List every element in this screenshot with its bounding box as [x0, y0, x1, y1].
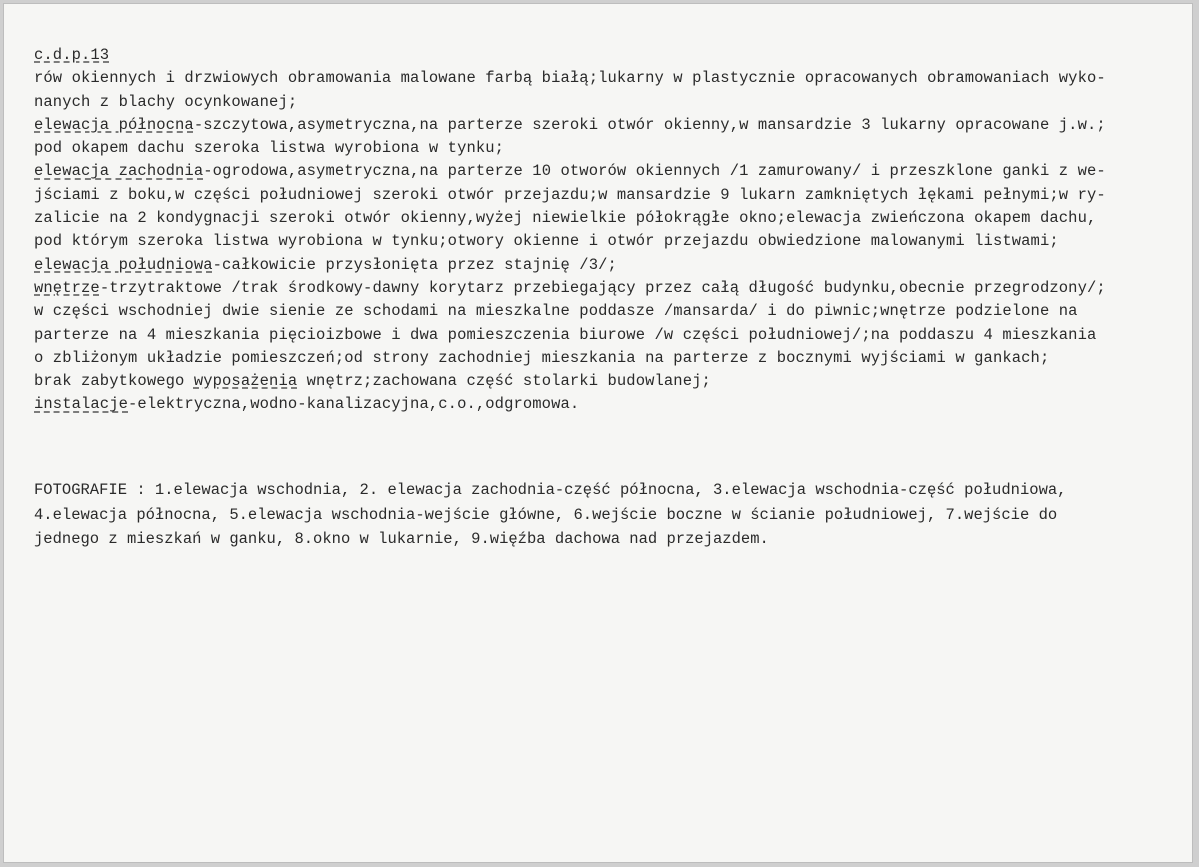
intro-line: nanych z blachy ocynkowanej;: [34, 92, 298, 111]
description-text: [34, 44, 1164, 417]
installations-text: -elektryczna,wodno-kanalizacyjna,c.o.,odgromowa.: [128, 395, 580, 414]
west-elevation-text: -ogrodowa,asymetryczna,na parterze 10 otworów okiennych /1 zamurowany/ i przeszklone ganki z we-: [203, 162, 1106, 181]
interior-text: -trzytraktowe /trak środkowy-dawny korytarz przebiegający przez całą długość budynku,obecnie przegrodzony/;: [99, 278, 1106, 297]
document-sheet: [3, 3, 1193, 863]
west-elevation-line: jściami z boku,w części południowej szeroki otwór przejazdu;w mansardzie 9 lukarn zamkniętych łękami pełnymi;w ry-: [34, 185, 1106, 204]
photos-line: jednego z mieszkań w ganku, 8.okno w lukarnie, 9.więźba dachowa nad przejazdem.: [34, 530, 769, 548]
equipment-text-before: brak zabytkowego: [34, 372, 194, 391]
south-elevation-line: [34, 254, 1164, 277]
page-reference: [34, 44, 1164, 67]
interior-line: w części wschodniej dwie sienie ze schodami na mieszkalne poddasze /mansarda/ i do piwnic;wnętrze podzielone na: [34, 302, 1078, 321]
north-elevation-text: -szczytowa,asymetryczna,na parterze szeroki otwór okienny,w mansardzie 3 lukarny opracowane j.w.;: [193, 115, 1106, 134]
equipment-line: [34, 370, 1164, 393]
north-elevation-heading: elewacja północna: [34, 115, 194, 134]
installations-heading: instalacje: [34, 395, 129, 414]
interior-heading: wnętrze: [34, 278, 100, 297]
equipment-text-after: wnętrz;zachowana część stolarki budowlanej;: [297, 372, 711, 391]
interior-line: [34, 277, 1164, 300]
page-reference-label: c.d.p.13: [34, 46, 110, 64]
interior-line: parterze na 4 mieszkania pięcioizbowe i dwa pomieszczenia biurowe /w części południowej/;na poddaszu 4 mieszkania: [34, 325, 1097, 344]
interior-line: o zbliżonym układzie pomieszczeń;od strony zachodniej mieszkania na parterze z bocznymi wyjściami w gankach;: [34, 348, 1050, 367]
photos-line: 4.elewacja północna, 5.elewacja wschodnia-wejście główne, 6.wejście boczne w ścianie południowej, 7.wejście do: [34, 505, 1058, 524]
intro-line: rów okiennych i drzwiowych obramowania malowane farbą białą;lukarny w plastycznie opracowanych obramowaniach wyko-: [34, 69, 1106, 88]
west-elevation-heading: elewacja zachodnia: [34, 162, 204, 181]
west-elevation-line: pod którym szeroka listwa wyrobiona w tynku;otwory okienne i otwór przejazdu obwiedzione malowanymi listwami;: [34, 232, 1059, 251]
north-elevation-line: [34, 114, 1164, 137]
west-elevation-line: zalicie na 2 kondygnacji szeroki otwór okienny,wyżej niewielkie półokrągłe okno;elewacja zwieńczona okapem dachu,: [34, 209, 1097, 228]
equipment-underlined: wyposażenia: [193, 372, 298, 391]
south-elevation-text: -całkowicie przysłonięta przez stajnię /3/;: [212, 255, 617, 274]
west-elevation-line: [34, 160, 1164, 183]
north-elevation-line: pod okapem dachu szeroka listwa wyrobiona w tynku;: [34, 139, 505, 158]
south-elevation-heading: elewacja południowa: [34, 255, 213, 274]
photos-list: [34, 478, 1164, 552]
installations-line: [34, 393, 1164, 416]
photos-line: FOTOGRAFIE : 1.elewacja wschodnia, 2. elewacja zachodnia-część północna, 3.elewacja wschodnia-część południowa,: [34, 481, 1067, 499]
